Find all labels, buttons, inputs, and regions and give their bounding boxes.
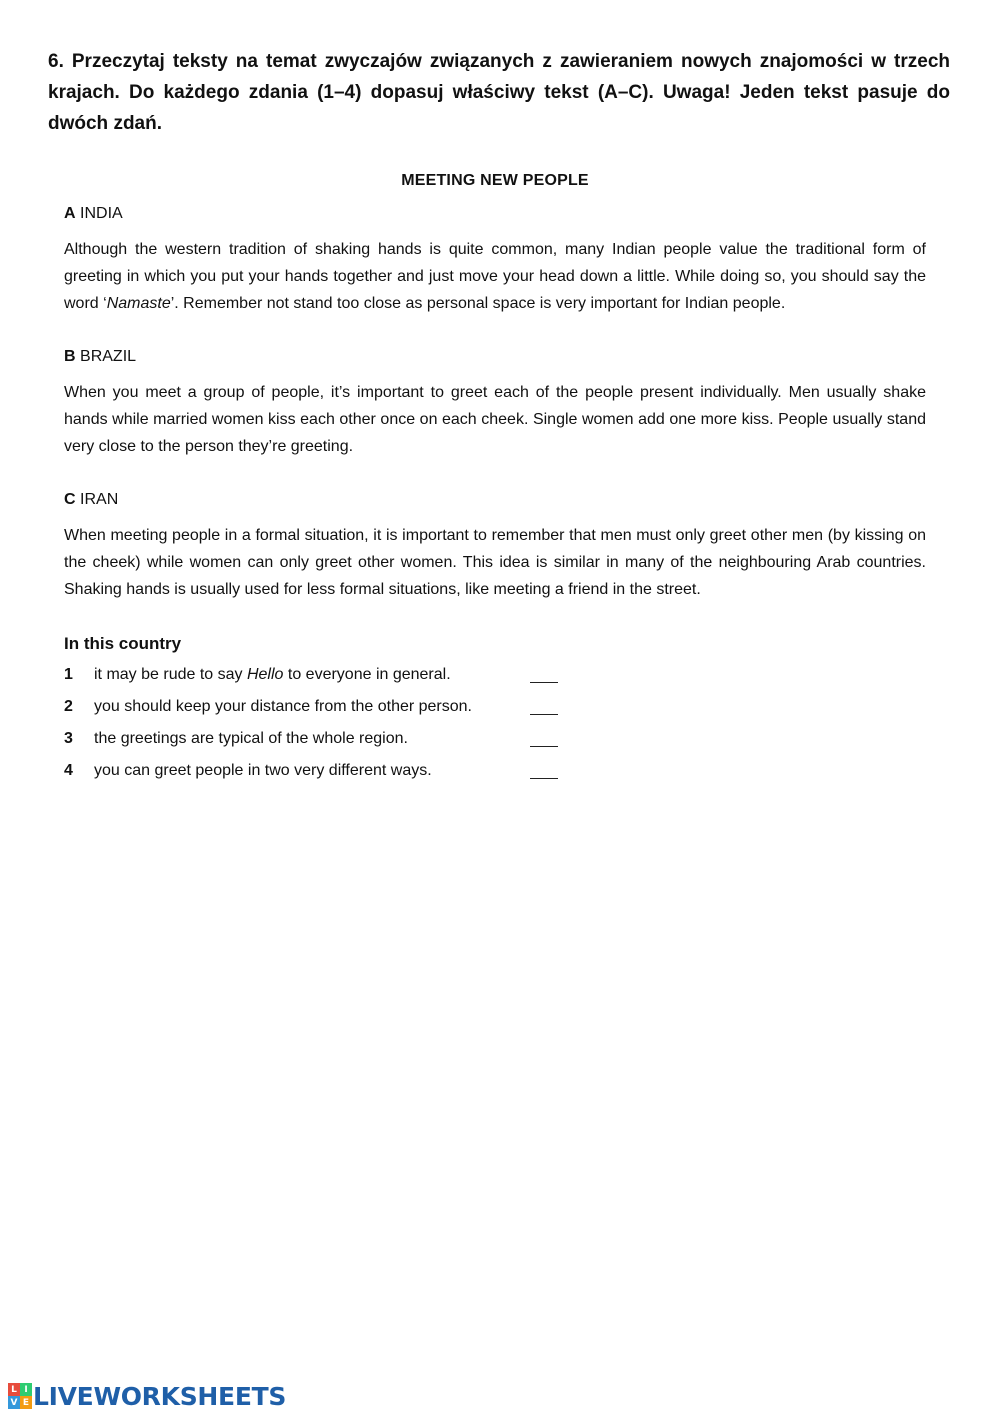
section-b-country: BRAZIL bbox=[80, 348, 137, 365]
question-text: you should keep your distance from the other person. bbox=[94, 698, 472, 715]
question-text-before: it may be rude to say bbox=[94, 666, 247, 683]
question-text bbox=[94, 666, 451, 684]
question-number: 3 bbox=[64, 730, 73, 747]
question-row-4 bbox=[64, 762, 564, 786]
liveworksheets-logo-icon bbox=[8, 1383, 32, 1409]
section-a-text-before: Although the western tradition of shaking hands is quite common, many Indian people value the traditional form of greeting in which you put your hands together and just move your head down a little. While doing so, you should say the word ‘ bbox=[64, 241, 926, 312]
answer-blank-2[interactable] bbox=[530, 714, 558, 715]
section-a-country: INDIA bbox=[80, 205, 123, 222]
liveworksheets-logo bbox=[8, 1380, 286, 1412]
section-b-letter: B bbox=[64, 348, 76, 365]
section-a-heading bbox=[64, 205, 123, 223]
liveworksheets-logo-text: LIVEWORKSHEETS bbox=[33, 1381, 287, 1411]
question-text-after: to everyone in general. bbox=[283, 666, 451, 683]
section-a-text-after: ’. Remember not stand too close as personal space is very important for Indian people. bbox=[170, 295, 786, 312]
questions-heading: In this country bbox=[64, 634, 182, 653]
question-number: 2 bbox=[64, 698, 73, 715]
answer-blank-1[interactable] bbox=[530, 682, 558, 683]
section-c-country: IRAN bbox=[80, 491, 119, 508]
question-text: the greetings are typical of the whole region. bbox=[94, 730, 408, 747]
section-b-heading bbox=[64, 348, 136, 366]
section-a-letter: A bbox=[64, 205, 76, 222]
task-instruction: 6. Przeczytaj teksty na temat zwyczajów związanych z zawieraniem nowych znajomości w trzech krajach. Do każdego zdania (1–4) dopasuj właściwy tekst (A–C). Uwaga! Jeden tekst pasuje do dwóch zdań. bbox=[48, 51, 950, 134]
document-title: MEETING NEW PEOPLE bbox=[401, 172, 589, 189]
section-a-text-italic: Namaste bbox=[106, 295, 171, 312]
question-row-2 bbox=[64, 698, 564, 722]
section-c-text: When meeting people in a formal situation, it is important to remember that men must only greet other men (by kissing on the cheek) while women can only greet other women. This idea is similar in many of the neighbouring Arab countries. Shaking hands is usually used for less formal situations, like meeting a friend in the street. bbox=[64, 527, 926, 598]
section-a-text bbox=[64, 236, 926, 317]
logo-cell-icon: V bbox=[8, 1396, 20, 1409]
question-number: 1 bbox=[64, 666, 73, 683]
question-row-3 bbox=[64, 730, 564, 754]
question-row-1 bbox=[64, 666, 564, 690]
answer-blank-3[interactable] bbox=[530, 746, 558, 747]
answer-blank-4[interactable] bbox=[530, 778, 558, 779]
logo-cell-icon: I bbox=[20, 1383, 32, 1396]
logo-cell-icon: E bbox=[20, 1396, 32, 1409]
question-text-italic: Hello bbox=[246, 666, 284, 683]
section-b-text: When you meet a group of people, it’s important to greet each of the people present individually. Men usually shake hands while married women kiss each other once on each cheek. Single women add one more kiss. People usually stand very close to the person they’re greeting. bbox=[64, 384, 926, 455]
section-c-heading bbox=[64, 491, 118, 509]
question-text: you can greet people in two very different ways. bbox=[94, 762, 432, 779]
section-c-letter: C bbox=[64, 491, 76, 508]
logo-cell-icon: L bbox=[8, 1383, 20, 1396]
question-number: 4 bbox=[64, 762, 73, 779]
